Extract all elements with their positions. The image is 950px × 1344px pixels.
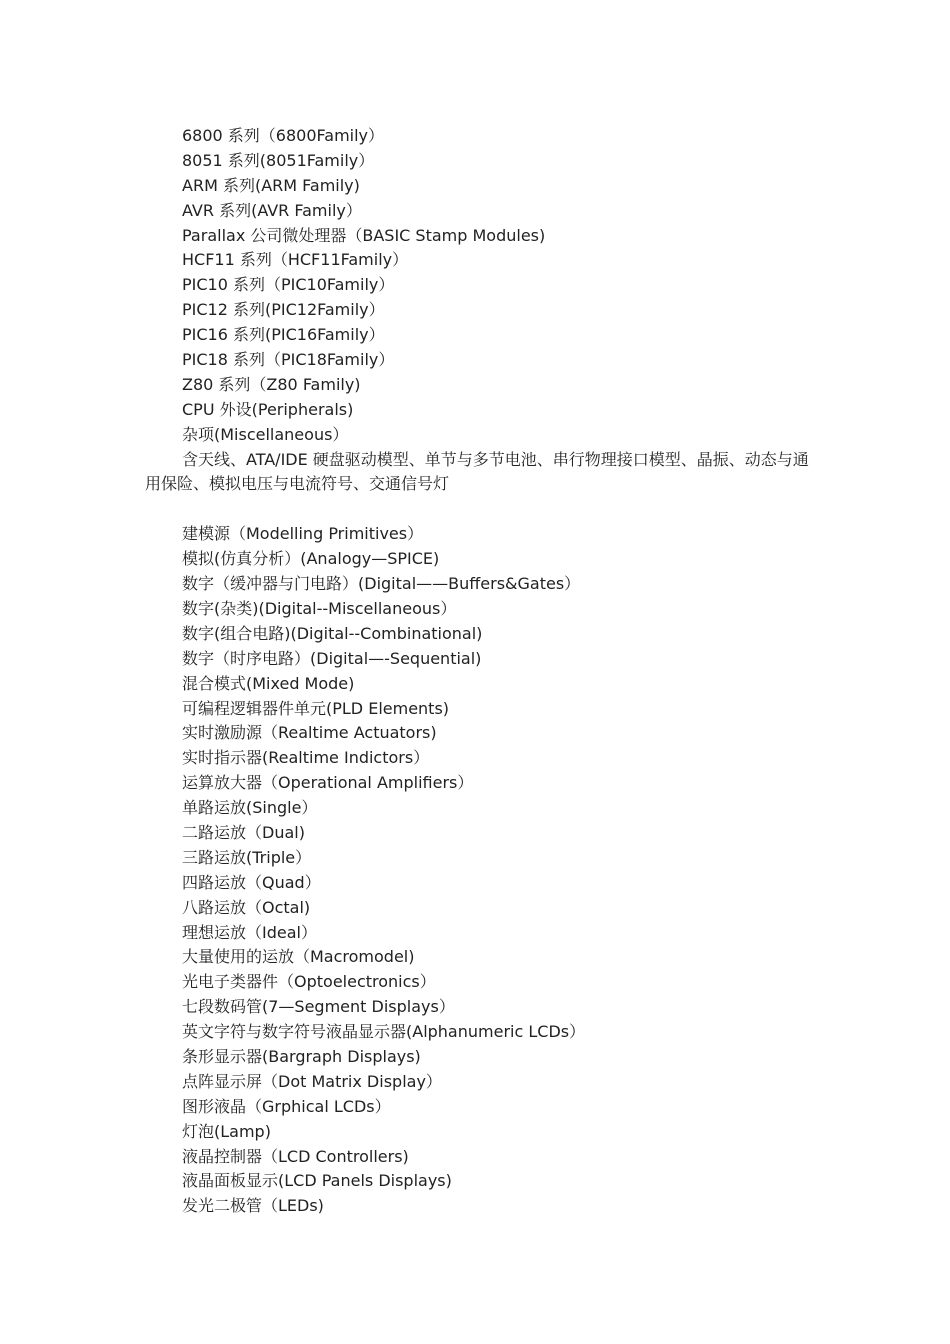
list-item: PIC12 系列(PIC12Family） (182, 300, 385, 320)
list-item: 实时激励源（Realtime Actuators) (182, 723, 437, 743)
list-item: 混合模式(Mixed Mode) (182, 673, 355, 693)
list-item: 八路运放（Octal) (182, 897, 311, 917)
list-item: 数字（缓冲器与门电路）(Digital——Buffers&Gates） (182, 574, 581, 594)
list-item: 杂项(Miscellaneous） (182, 424, 349, 444)
list-item: PIC18 系列（PIC18Family） (182, 350, 395, 370)
list-item: CPU 外设(Peripherals) (182, 399, 354, 419)
family-list (145, 124, 810, 448)
list-item: 三路运放(Triple） (182, 847, 312, 867)
list-item: 实时指示器(Realtime Indictors） (182, 748, 430, 768)
list-item: ARM 系列(ARM Family) (182, 175, 360, 195)
list-item: 单路运放(Single） (182, 798, 318, 818)
list-item: 二路运放（Dual) (182, 822, 305, 842)
list-item: 四路运放（Quad） (182, 872, 321, 892)
list-item: 图形液晶（Grphical LCDs） (182, 1096, 391, 1116)
list-item: 数字(组合电路)(Digital--Combinational) (182, 623, 483, 643)
list-item: 数字（时序电路）(Digital—-Sequential) (182, 648, 482, 668)
list-item: 可编程逻辑器件单元(PLD Elements) (182, 698, 450, 718)
list-item: 8051 系列(8051Family） (182, 150, 375, 170)
list-item: 液晶面板显示(LCD Panels Displays) (182, 1171, 452, 1191)
list-item: AVR 系列(AVR Family） (182, 200, 362, 220)
list-item: 大量使用的运放（Macromodel) (182, 947, 415, 967)
list-item: 光电子类器件（Optoelectronics） (182, 972, 436, 992)
list-item: 液晶控制器（LCD Controllers) (182, 1146, 409, 1166)
list-item: HCF11 系列（HCF11Family） (182, 250, 409, 270)
list-item: PIC16 系列(PIC16Family） (182, 325, 385, 345)
list-item: 建模源（Modelling Primitives） (182, 524, 424, 544)
list-item: 模拟(仿真分析）(Analogy—SPICE) (182, 549, 440, 569)
list-item: Z80 系列（Z80 Family) (182, 374, 361, 394)
list-item: 灯泡(Lamp) (182, 1121, 271, 1141)
list-item: 数字(杂类)(Digital--Miscellaneous） (182, 598, 457, 618)
list-item: 发光二极管（LEDs) (182, 1196, 324, 1216)
list-item: 点阵显示屏（Dot Matrix Display） (182, 1071, 442, 1091)
document-body (145, 124, 810, 1219)
list-item: PIC10 系列（PIC10Family） (182, 275, 395, 295)
list-item: 理想运放（Ideal） (182, 922, 317, 942)
list-item: 运算放大器（Operational Amplifiers） (182, 773, 474, 793)
blank-line (145, 497, 810, 522)
list-item: Parallax 公司微处理器（BASIC Stamp Modules) (182, 225, 546, 245)
list-item: 条形显示器(Bargraph Displays) (182, 1046, 421, 1066)
category-list (145, 522, 810, 1219)
list-item: 七段数码管(7—Segment Displays） (182, 997, 455, 1017)
list-item: 6800 系列（6800Family） (182, 126, 385, 145)
list-item: 英文字符与数字符号液晶显示器(Alphanumeric LCDs） (182, 1022, 586, 1042)
misc-paragraph: 含天线、ATA/IDE 硬盘驱动模型、单节与多节电池、串行物理接口模型、晶振、动态与通用保险、模拟电压与电流符号、交通信号灯 (145, 449, 809, 494)
